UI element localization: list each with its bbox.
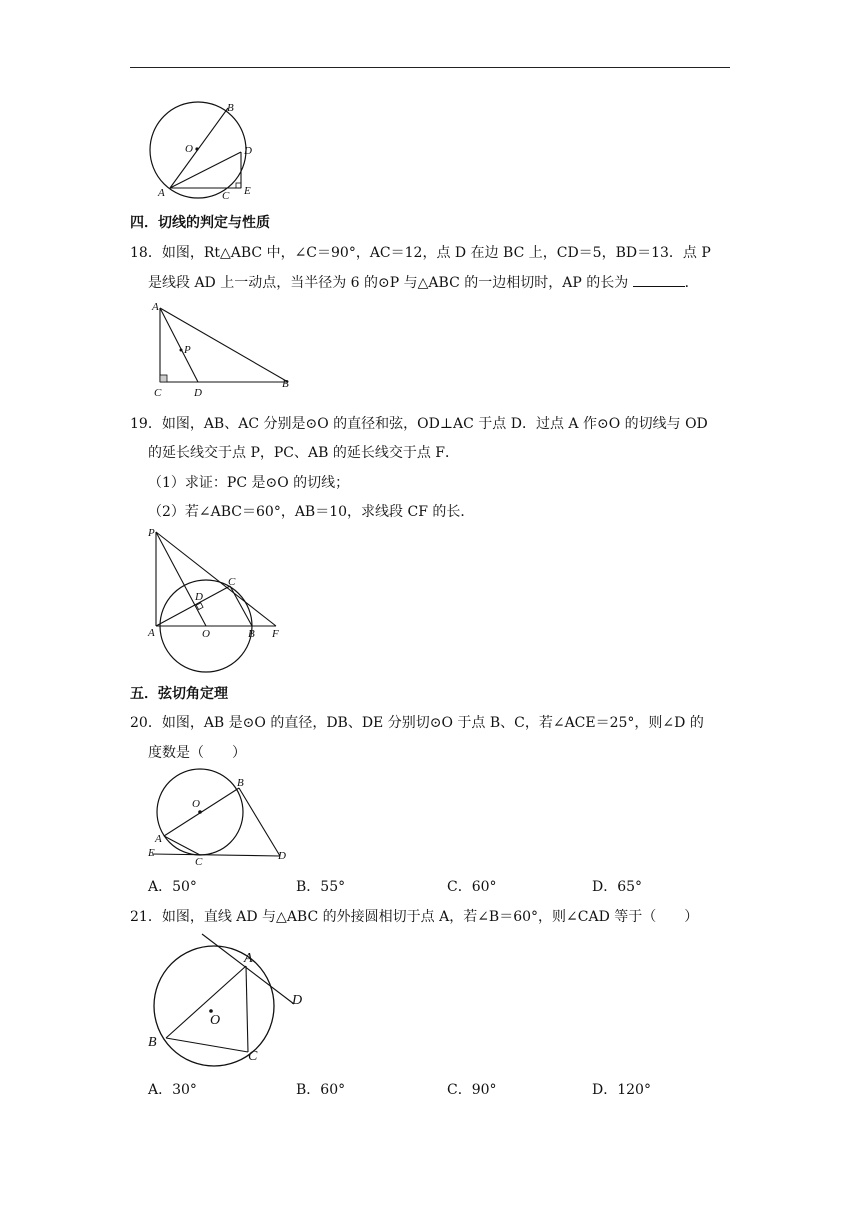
q20-option-d[interactable]: D．65° <box>592 879 643 895</box>
answer-blank[interactable] <box>633 274 685 287</box>
q21-option-b[interactable]: B．60° <box>296 1082 346 1098</box>
label-A: A <box>155 833 162 845</box>
q20-line1: 20．如图，AB 是⊙O 的直径，DB、DE 分别切⊙O 于点 B、C，若∠ACE＝25°，则∠D 的 <box>130 715 704 731</box>
q18-line1: 18．如图，Rt△ABC 中，∠C＝90°，AC＝12，点 D 在边 BC 上，CD＝5，BD＝13．点 P <box>130 245 711 261</box>
q21-option-c[interactable]: C．90° <box>447 1082 497 1098</box>
q19-part1: （1）求证：PC 是⊙O 的切线； <box>148 475 350 491</box>
q21-option-d[interactable]: D．120° <box>592 1082 651 1098</box>
label-B: B <box>248 628 255 640</box>
q18-line2 <box>148 272 699 292</box>
figure-q20-tangents <box>144 762 294 868</box>
label-C: C <box>228 576 236 588</box>
figure-circle-tangent-top <box>140 98 260 200</box>
q20-option-c[interactable]: C．60° <box>447 879 497 895</box>
label-A: A <box>244 951 253 966</box>
label-P: P <box>148 527 155 539</box>
label-P: P <box>184 344 191 356</box>
label-D: D <box>194 387 202 398</box>
label-B: B <box>227 102 234 114</box>
section-4-heading: 四．切线的判定与性质 <box>130 215 270 231</box>
label-D: D <box>292 993 303 1008</box>
label-E: E <box>244 185 251 197</box>
label-A: A <box>152 301 159 313</box>
q19-part2: （2）若∠ABC＝60°，AB＝10，求线段 CF 的长． <box>148 504 475 520</box>
figure-q21-circumcircle <box>144 928 314 1068</box>
q19-line2: 的延长线交于点 P，PC、AB 的延长线交于点 F． <box>148 445 460 461</box>
header-rule <box>130 67 730 68</box>
q21-line1: 21．如图，直线 AD 与△ABC 的外接圆相切于点 A，若∠B＝60°，则∠CAD 等于（ ） <box>130 909 699 925</box>
label-C: C <box>248 1049 258 1064</box>
label-A: A <box>158 187 165 199</box>
figure-q19-circle-tangents <box>144 524 294 674</box>
q20-line2: 度数是（ ） <box>148 745 246 761</box>
label-D: D <box>195 591 203 603</box>
label-B: B <box>282 378 289 390</box>
label-B: B <box>237 777 244 789</box>
q19-line1: 19．如图，AB、AC 分别是⊙O 的直径和弦，OD⊥AC 于点 D．过点 A 作⊙O 的切线与 OD <box>130 416 708 432</box>
label-O: O <box>192 798 200 810</box>
q18-line2-end: ． <box>684 275 699 291</box>
section-5-heading: 五．弦切角定理 <box>130 686 228 702</box>
q20-option-a[interactable]: A．50° <box>148 879 197 895</box>
label-F: F <box>272 628 279 640</box>
label-D: D <box>278 850 286 862</box>
label-E: E <box>148 847 155 859</box>
q18-line2-text: 是线段 AD 上一动点，当半径为 6 的⊙P 与△ABC 的一边相切时，AP 的长为 <box>148 275 629 291</box>
label-O: O <box>185 143 193 155</box>
label-C: C <box>222 190 230 200</box>
label-O: O <box>202 628 210 640</box>
label-D: D <box>244 145 252 157</box>
label-C: C <box>154 387 162 398</box>
label-A: A <box>148 627 155 639</box>
q20-option-b[interactable]: B．55° <box>296 879 346 895</box>
label-C: C <box>195 856 203 868</box>
q21-option-a[interactable]: A．30° <box>148 1082 197 1098</box>
figure-q18-right-triangle <box>148 298 298 398</box>
label-B: B <box>148 1035 157 1050</box>
label-O: O <box>210 1013 221 1028</box>
